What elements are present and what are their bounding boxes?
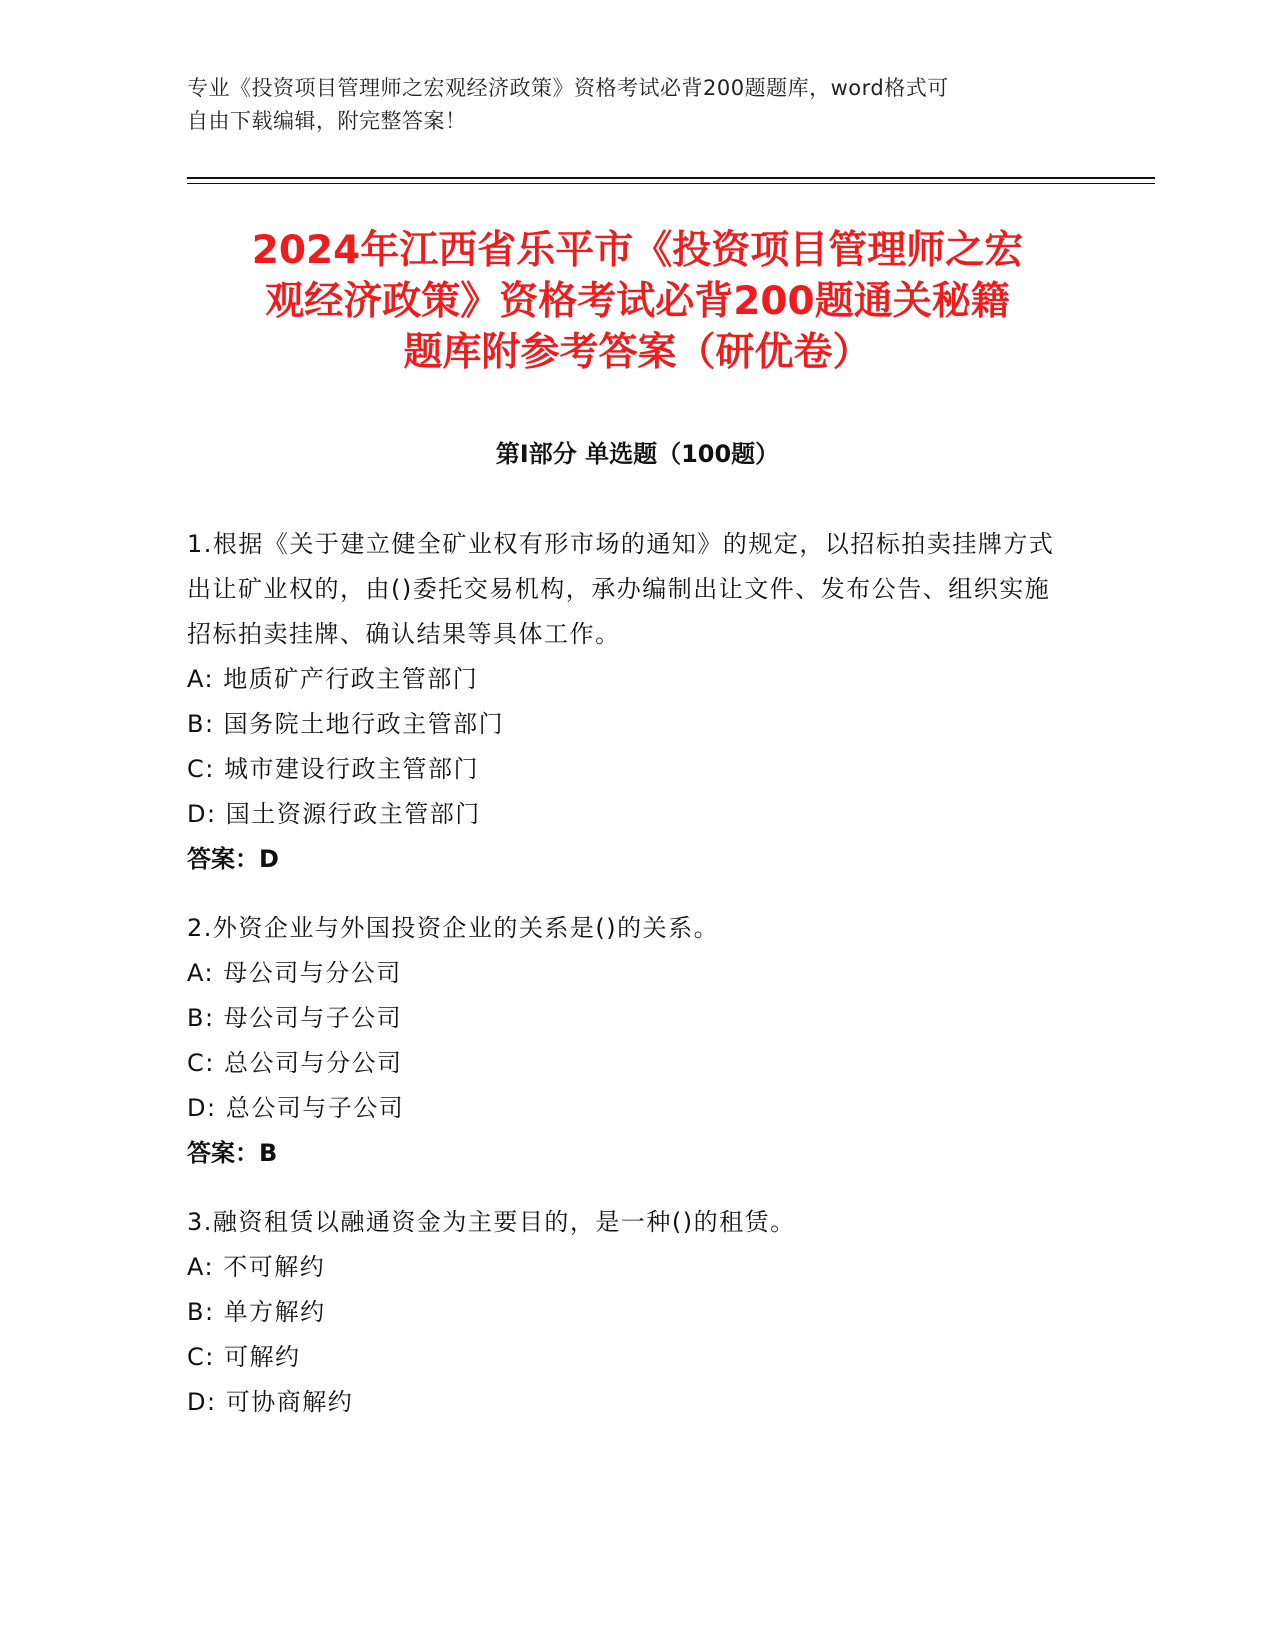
document-title-line-2: 观经济政策》资格考试必背200题通关秘籍	[265, 279, 1010, 324]
question-stem: 3.融资租赁以融通资金为主要目的，是一种()的租赁。	[187, 1208, 796, 1236]
question-2	[187, 906, 1067, 1176]
option-c: C: 总公司与分公司	[187, 1049, 403, 1077]
option-b: B: 单方解约	[187, 1298, 326, 1326]
document-title-line-1: 2024年江西省乐平市《投资项目管理师之宏	[251, 228, 1024, 273]
option-a: A: 母公司与分公司	[187, 959, 402, 987]
answer-label: 答案：D	[187, 845, 279, 873]
option-a: A: 地质矿产行政主管部门	[187, 665, 479, 693]
question-1	[187, 522, 1067, 882]
header-rule-thick	[187, 177, 1155, 179]
header-note	[187, 72, 1087, 138]
header-note-line-2: 自由下载编辑，附完整答案！	[187, 109, 467, 133]
question-list	[187, 522, 1067, 1449]
question-stem: 2.外资企业与外国投资企业的关系是()的关系。	[187, 914, 720, 942]
option-d: D: 总公司与子公司	[187, 1094, 405, 1122]
option-b: B: 国务院土地行政主管部门	[187, 710, 505, 738]
option-a: A: 不可解约	[187, 1253, 326, 1281]
option-c: C: 可解约	[187, 1343, 301, 1371]
option-d: D: 可协商解约	[187, 1388, 354, 1416]
option-b: B: 母公司与子公司	[187, 1004, 403, 1032]
section-heading: 第Ⅰ部分 单选题（100题）	[495, 440, 780, 468]
question-stem: 1.根据《关于建立健全矿业权有形市场的通知》的规定，以招标拍卖挂牌方式出让矿业权的，由()委托交易机构，承办编制出让文件、发布公告、组织实施招标拍卖挂牌、确认结果等具体工作。	[187, 530, 1055, 648]
document-title-line-3: 题库附参考答案（研优卷）	[403, 330, 872, 375]
header-rule-thin	[187, 183, 1155, 184]
header-note-line-1: 专业《投资项目管理师之宏观经济政策》资格考试必背200题题库，word格式可	[187, 76, 949, 100]
document-title	[140, 225, 1135, 378]
answer-label: 答案：B	[187, 1139, 278, 1167]
option-d: D: 国土资源行政主管部门	[187, 800, 481, 828]
option-c: C: 城市建设行政主管部门	[187, 755, 479, 783]
question-3	[187, 1200, 1067, 1425]
